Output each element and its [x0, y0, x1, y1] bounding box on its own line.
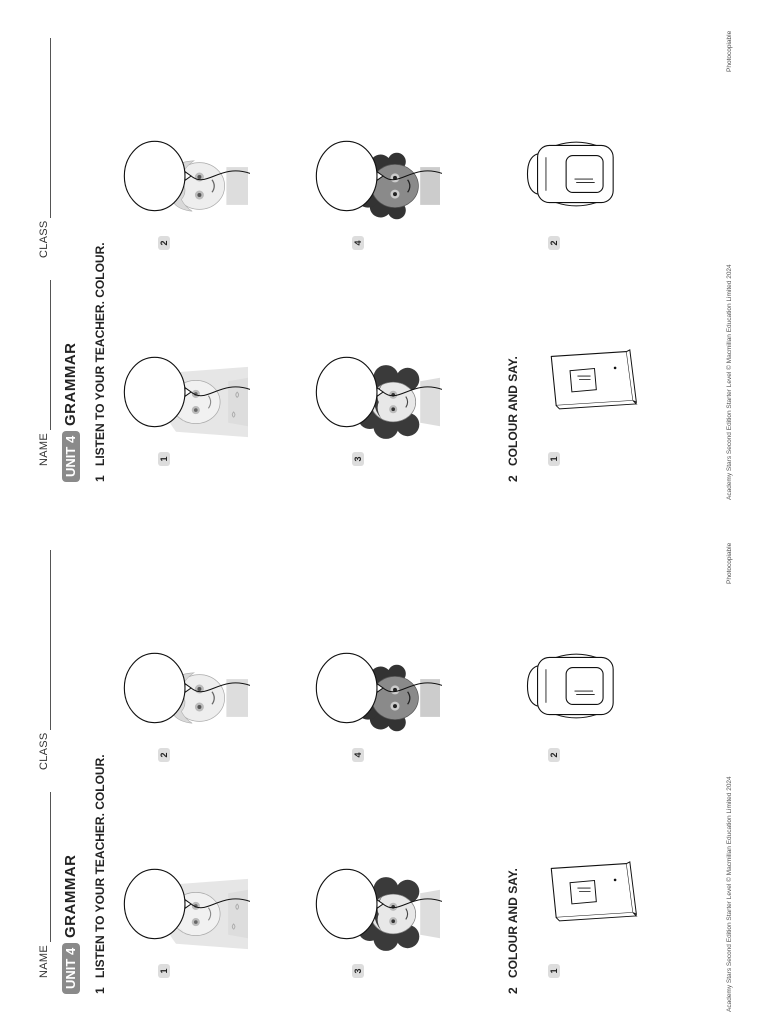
footer-photocopiable: Photocopiable	[726, 542, 733, 584]
child-1-number: 1	[158, 452, 170, 466]
name-line[interactable]	[50, 792, 51, 942]
exercise-1-number: 1	[93, 987, 107, 994]
footer-copyright: Academy Stars Second Edition Starter Level © Macmillan Education Limited 2024	[726, 264, 733, 500]
balloon-icon[interactable]	[312, 352, 442, 432]
balloon-icon[interactable]	[120, 352, 250, 432]
object-2-number: 2	[548, 748, 560, 762]
object-1-number: 1	[548, 964, 560, 978]
unit-label: UNIT 4	[62, 943, 80, 994]
balloon-icon[interactable]	[312, 136, 442, 216]
footer-photocopiable: Photocopiable	[726, 30, 733, 72]
name-line[interactable]	[50, 280, 51, 430]
exercise-2-instruction: COLOUR AND SAY.	[506, 868, 520, 978]
balloon-icon[interactable]	[312, 648, 442, 728]
name-label: NAME	[38, 433, 50, 466]
balloon-icon[interactable]	[120, 648, 250, 728]
unit-label: UNIT 4	[62, 431, 80, 482]
book-icon[interactable]	[548, 848, 638, 938]
exercise-1-instruction: LISTEN TO YOUR TEACHER. COLOUR.	[93, 242, 107, 466]
balloon-icon[interactable]	[120, 864, 250, 944]
school-bag-icon[interactable]	[524, 132, 620, 216]
class-line[interactable]	[50, 38, 51, 218]
exercise-2-number: 2	[506, 987, 520, 994]
balloon-icon[interactable]	[312, 864, 442, 944]
school-bag-icon[interactable]	[524, 644, 620, 728]
child-1-number: 1	[158, 964, 170, 978]
exercise-1-instruction: LISTEN TO YOUR TEACHER. COLOUR.	[93, 754, 107, 978]
balloon-icon[interactable]	[120, 136, 250, 216]
child-2-number: 2	[158, 748, 170, 762]
object-2-number: 2	[548, 236, 560, 250]
exercise-2-instruction: COLOUR AND SAY.	[506, 356, 520, 466]
exercise-1-number: 1	[93, 475, 107, 482]
name-label: NAME	[38, 945, 50, 978]
exercise-2-number: 2	[506, 475, 520, 482]
child-2-number: 2	[158, 236, 170, 250]
child-3-number: 3	[352, 452, 364, 466]
book-icon[interactable]	[548, 336, 638, 426]
class-line[interactable]	[50, 550, 51, 730]
child-4-number: 4	[352, 748, 364, 762]
worksheet-bottom	[0, 512, 768, 1024]
class-label: CLASS	[38, 220, 50, 258]
child-3-number: 3	[352, 964, 364, 978]
object-1-number: 1	[548, 452, 560, 466]
section-title: GRAMMAR	[62, 342, 79, 426]
class-label: CLASS	[38, 732, 50, 770]
child-4-number: 4	[352, 236, 364, 250]
section-title: GRAMMAR	[62, 854, 79, 938]
footer-copyright: Academy Stars Second Edition Starter Level © Macmillan Education Limited 2024	[726, 776, 733, 1012]
